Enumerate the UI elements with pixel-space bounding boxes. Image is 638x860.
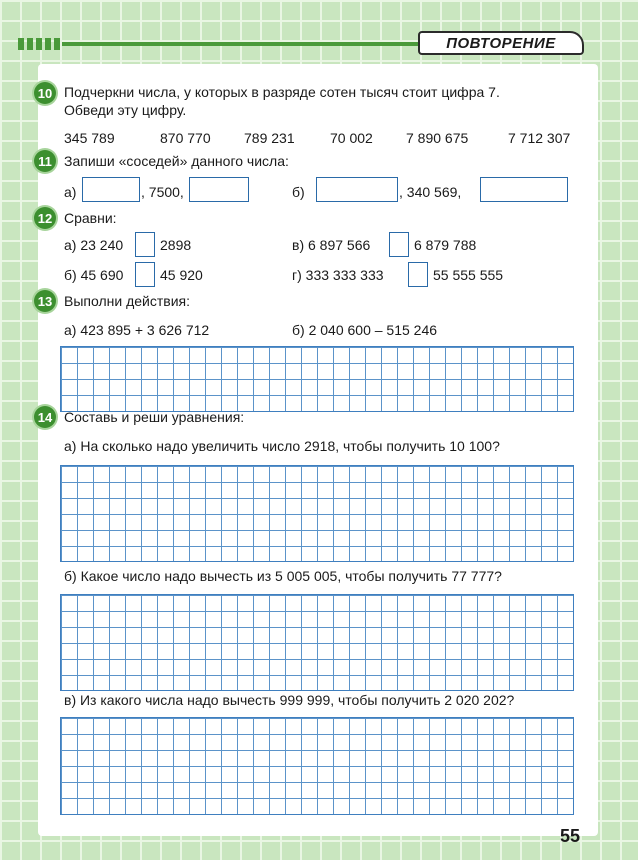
exercise-10-number-3[interactable]: 789 231: [244, 130, 295, 146]
exercise-12-badge: 12: [34, 207, 56, 229]
exercise-13-answer-grid[interactable]: [60, 346, 574, 412]
exercise-14-text: Составь и реши уравнения:: [64, 409, 245, 425]
exercise-14-a-answer-grid[interactable]: [60, 465, 574, 562]
exercise-11-a-right-box[interactable]: [189, 177, 249, 202]
exercise-12-a-right: 2898: [160, 237, 192, 253]
exercise-11-b-right-box[interactable]: [480, 177, 568, 202]
exercise-13-a: а) 423 895 + 3 626 712: [64, 322, 210, 338]
exercise-13-badge: 13: [34, 290, 56, 312]
exercise-10-badge: 10: [34, 82, 56, 104]
exercise-10-line2: Обведи эту цифру.: [64, 102, 187, 118]
exercise-12-v-compare-box[interactable]: [389, 232, 409, 257]
exercise-12-b-label: б) 45 690: [64, 267, 124, 283]
exercise-14-b-answer-grid[interactable]: [60, 594, 574, 691]
exercise-10-line1: Подчеркни числа, у которых в разряде сотен тысяч стоит цифра 7.: [64, 84, 500, 100]
exercise-10-number-2[interactable]: 870 770: [160, 130, 211, 146]
exercise-12-b-compare-box[interactable]: [135, 262, 155, 287]
exercise-10-number-1[interactable]: 345 789: [64, 130, 115, 146]
exercise-13-text: Выполни действия:: [64, 293, 190, 309]
exercise-10-number-4[interactable]: 70 002: [330, 130, 373, 146]
exercise-12-g-compare-box[interactable]: [408, 262, 428, 287]
exercise-12-g-right: 55 555 555: [433, 267, 504, 283]
exercise-11-b-value: , 340 569,: [399, 184, 462, 200]
exercise-12-a-compare-box[interactable]: [135, 232, 155, 257]
exercise-14-v-answer-grid[interactable]: [60, 717, 574, 815]
exercise-10-number-6[interactable]: 7 712 307: [508, 130, 571, 146]
exercise-11-text: Запиши «соседей» данного числа:: [64, 153, 289, 169]
page-number: 55: [560, 826, 581, 846]
exercise-11-a-label: а): [64, 184, 77, 200]
exercise-12-v-right: 6 879 788: [414, 237, 477, 253]
header-decoration: [18, 38, 60, 50]
exercise-11-badge: 11: [34, 150, 56, 172]
exercise-14-b: б) Какое число надо вычесть из 5 005 005, чтобы получить 77 777?: [64, 568, 502, 584]
exercise-10-number-5[interactable]: 7 890 675: [406, 130, 469, 146]
exercise-12-v-label: в) 6 897 566: [292, 237, 371, 253]
exercise-11-b-label: б): [292, 184, 305, 200]
exercise-14-badge: 14: [34, 406, 56, 428]
exercise-14-v: в) Из какого числа надо вычесть 999 999, чтобы получить 2 020 202?: [64, 692, 515, 708]
header-rule: [62, 42, 442, 46]
exercise-12-b-right: 45 920: [160, 267, 203, 283]
exercise-11-b-left-box[interactable]: [316, 177, 398, 202]
exercise-12-text: Сравни:: [64, 210, 117, 226]
exercise-13-b: б) 2 040 600 – 515 246: [292, 322, 438, 338]
exercise-12-g-label: г) 333 333 333: [292, 267, 384, 283]
section-title: ПОВТОРЕНИЕ: [418, 31, 584, 55]
exercise-14-a: а) На сколько надо увеличить число 2918, чтобы получить 10 100?: [64, 438, 500, 454]
exercise-11-a-left-box[interactable]: [82, 177, 140, 202]
exercise-11-a-value: , 7500,: [141, 184, 184, 200]
exercise-12-a-label: а) 23 240: [64, 237, 124, 253]
exercise-panel: [38, 64, 598, 836]
